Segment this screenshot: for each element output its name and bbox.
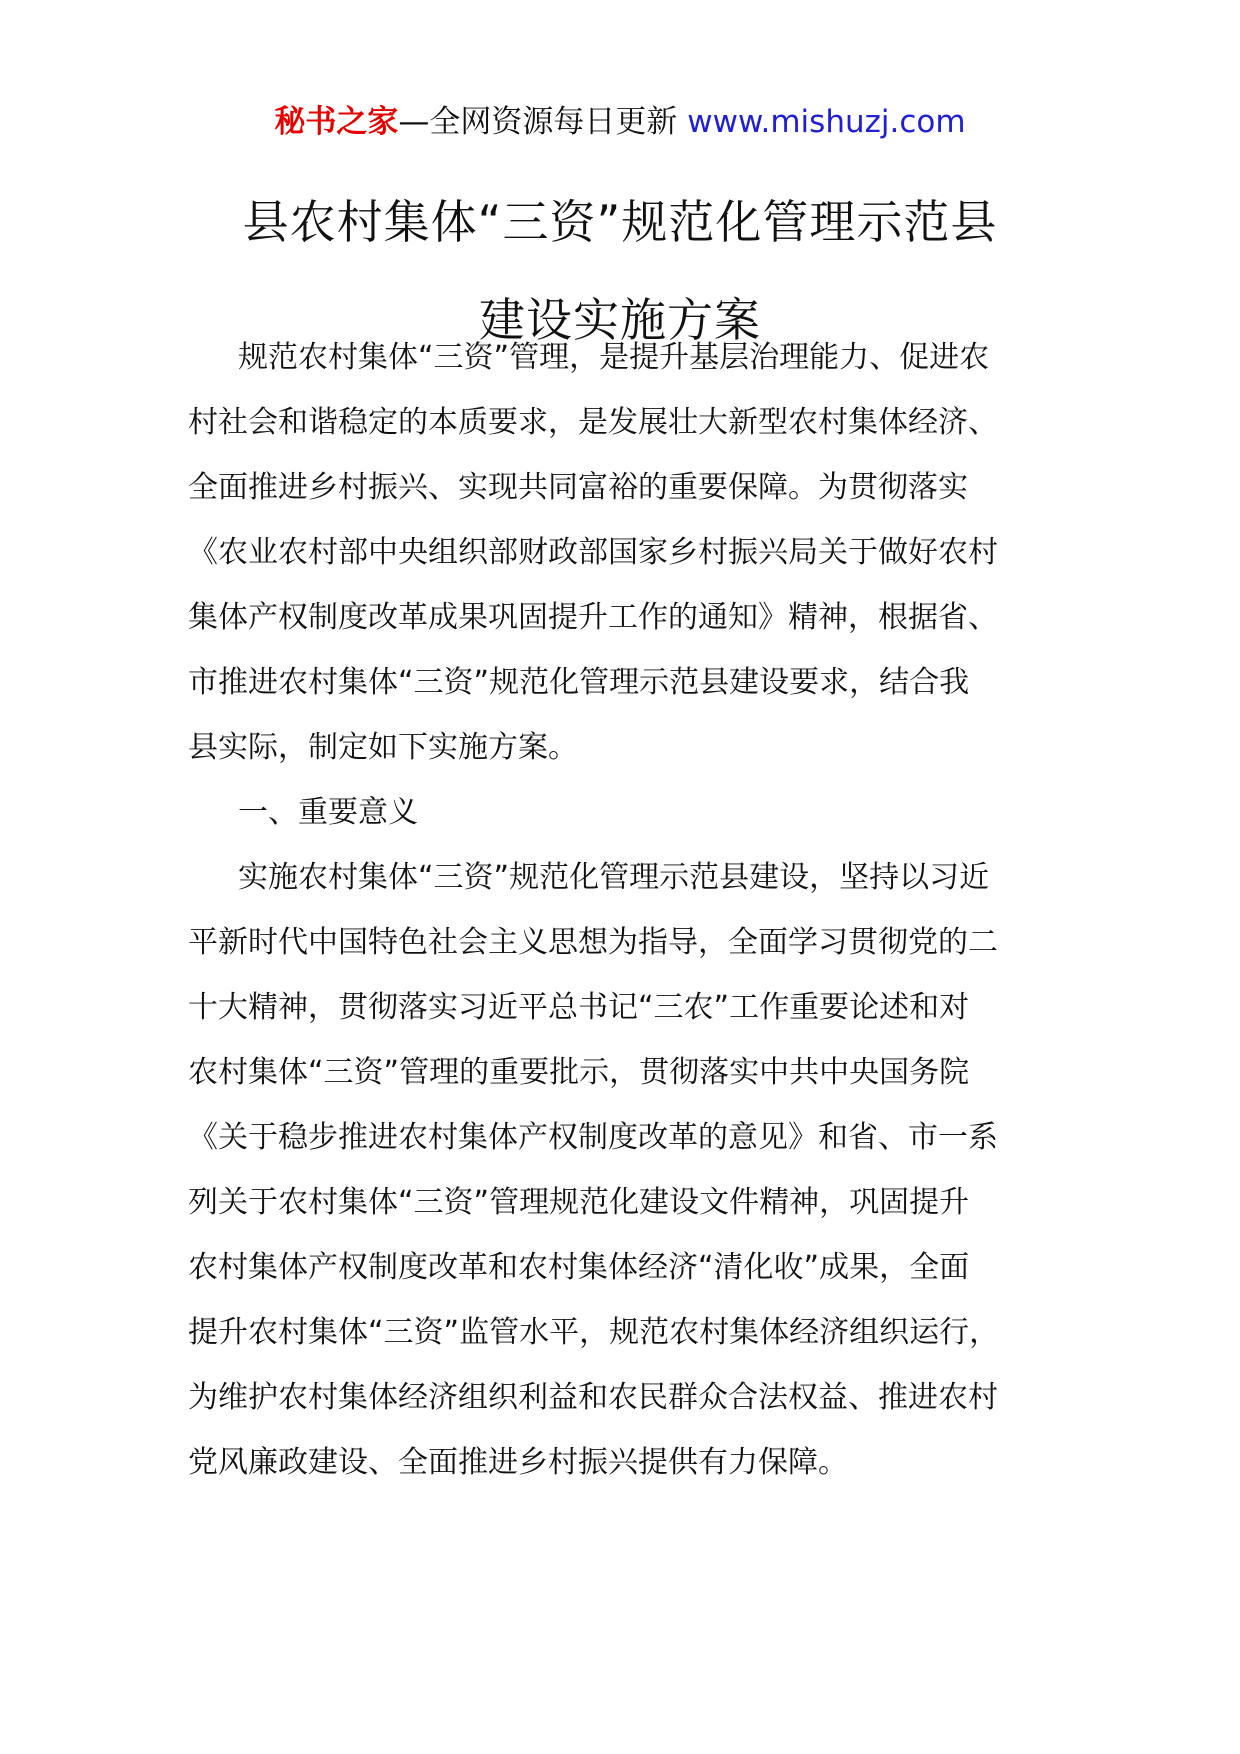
paragraph-line: 全面推进乡村振兴、实现共同富裕的重要保障。为贯彻落实 [188,470,968,505]
paragraph-line: 党风廉政建设、全面推进乡村振兴提供有力保障。 [188,1445,848,1480]
paragraph-line: 市推进农村集体“三资”规范化管理示范县建设要求，结合我 [188,665,970,700]
document-title-line-2: 建设实施方案 [479,293,761,347]
paragraph-line: 为维护农村集体经济组织利益和农民群众合法权益、推进农村 [188,1380,998,1415]
header-tagline: —全网资源每日更新 [398,104,678,140]
paragraph-line: 农村集体“三资”管理的重要批示，贯彻落实中共中央国务院 [188,1055,970,1090]
paragraph-line: 《农业农村部中央组织部财政部国家乡村振兴局关于做好农村 [188,535,998,570]
brand-name: 秘书之家 [274,104,399,140]
paragraph-line: 集体产权制度改革成果巩固提升工作的通知》精神，根据省、 [188,600,998,635]
paragraph-intro [188,325,1068,1495]
paragraph-line: 规范农村集体“三资”管理，是提升基层治理能力、促进农 [238,340,990,375]
document-title-line-1: 县农村集体“三资”规范化管理示范县 [242,195,998,249]
section-heading: 一、重要意义 [238,795,418,830]
paragraph-line: 列关于农村集体“三资”管理规范化建设文件精神，巩固提升 [188,1185,970,1220]
paragraph-line: 实施农村集体“三资”规范化管理示范县建设，坚持以习近 [238,860,990,895]
site-header [0,100,1240,144]
paragraph-line: 提升农村集体“三资”监管水平，规范农村集体经济组织运行， [188,1315,1000,1350]
paragraph-line: 平新时代中国特色社会主义思想为指导，全面学习贯彻党的二 [188,925,998,960]
site-url-link[interactable]: www.mishuzj.com [687,104,966,140]
paragraph-line: 十大精神，贯彻落实习近平总书记“三农”工作重要论述和对 [188,990,970,1025]
paragraph-line: 农村集体产权制度改革和农村集体经济“清化收”成果，全面 [188,1250,970,1285]
paragraph-line: 县实际，制定如下实施方案。 [188,730,578,765]
paragraph-line: 《关于稳步推进农村集体产权制度改革的意见》和省、市一系 [188,1120,998,1155]
paragraph-line: 村社会和谐稳定的本质要求，是发展壮大新型农村集体经济、 [188,405,998,440]
